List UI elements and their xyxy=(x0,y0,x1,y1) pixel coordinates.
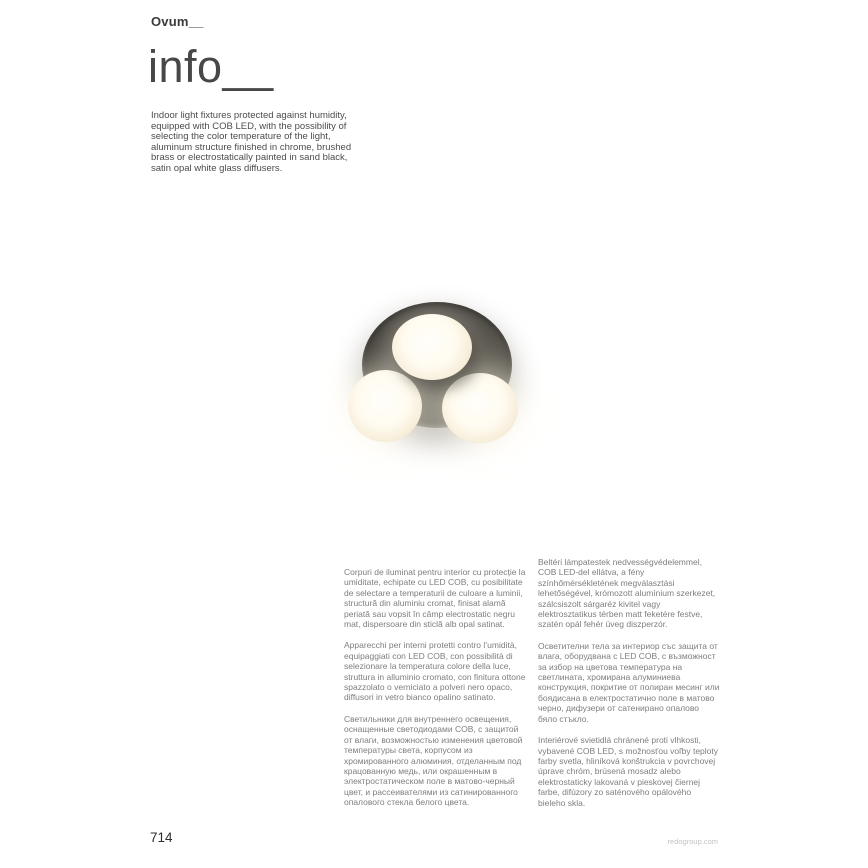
description-bg: Осветителни тела за интериор със защита от влага, оборудвана с LED COB, с възможност за избор на цветова температура на светлината, хромирана алуминиева конструкция, покритие от полиран месинг или боядисана в електростатично поле в матово черно, дифузери от сатенирано опалово бяло стъкло. xyxy=(538,640,720,724)
lamp-sphere-top xyxy=(392,314,472,380)
page-title: info__ xyxy=(148,41,274,92)
product-photo xyxy=(150,190,718,548)
description-sk: Interiérové svietidlá chránené proti vlhkosti, vybavené COB LED, s možnosťou voľby teploty farby svetla, hliníková konštrukcia v povrchovej úprave chróm, brúsená mosadz alebo elektrostaticky lakovaná v pieskovej čiernej farbe, difúzory zo saténového opálového bieleho skla. xyxy=(538,735,719,808)
description-ro: Corpuri de iluminat pentru interior cu protecție la umiditate, echipate cu LED COB, cu posibilitate de selectare a temperaturii de culoare a luminii, structură din aluminiu cromat, finisat alamă periată sau vopsit în câmp electrostatic negru mat, dispersoare din sticlă alb opal satinat. xyxy=(344,567,526,630)
description-it: Apparecchi per interni protetti contro l’umidità, equipaggiati con LED COB, con possibilità di selezionare la temperatura colore della luce, struttura in alluminio cromato, con finitura ottone spazzolato o verniciato a polveri nero opaco, diffusori in vetro bianco opalino satinato. xyxy=(344,640,526,703)
description-hu: Beltéri lámpatestek nedvességvédelemmel, COB LED-del ellátva, a fény színhőmérsékletének megválasztási lehetőségével, krómozott alumínium szerkezet, szálcsiszolt sárgaréz kivitel vagy elektrosztatikus térben matt feketére festve, szatén opál fehér üveg diszperzór. xyxy=(538,557,716,630)
page-number: 714 xyxy=(150,830,173,845)
brand-product-name: Ovum__ xyxy=(151,14,204,29)
lamp-sphere-right xyxy=(442,373,518,443)
website-url: redogroup.com xyxy=(667,837,718,846)
descriptions-column-1 xyxy=(344,567,528,819)
description-ru: Светильники для внутреннего освещения, оснащенные светодиодами COB, с защитой от влаги, возможностью изменения цветовой температуры света, корпусом из хромированного алюминия, отделанным под крацованную медь, или окрашенным в электростатическом поле в матово-черный цвет, и рассеивателями из сатинированного опалового стекла белого цвета. xyxy=(344,713,523,808)
lamp-sphere-left xyxy=(348,370,422,442)
intro-text-en: Indoor light fixtures protected against humidity, equipped with COB LED, with the possibility of selecting the color temperature of the light, aluminum structure finished in chrome, brushed brass or electrostatically painted in sand black, satin opal white glass diffusers. xyxy=(151,110,352,174)
descriptions-column-2 xyxy=(538,557,720,819)
